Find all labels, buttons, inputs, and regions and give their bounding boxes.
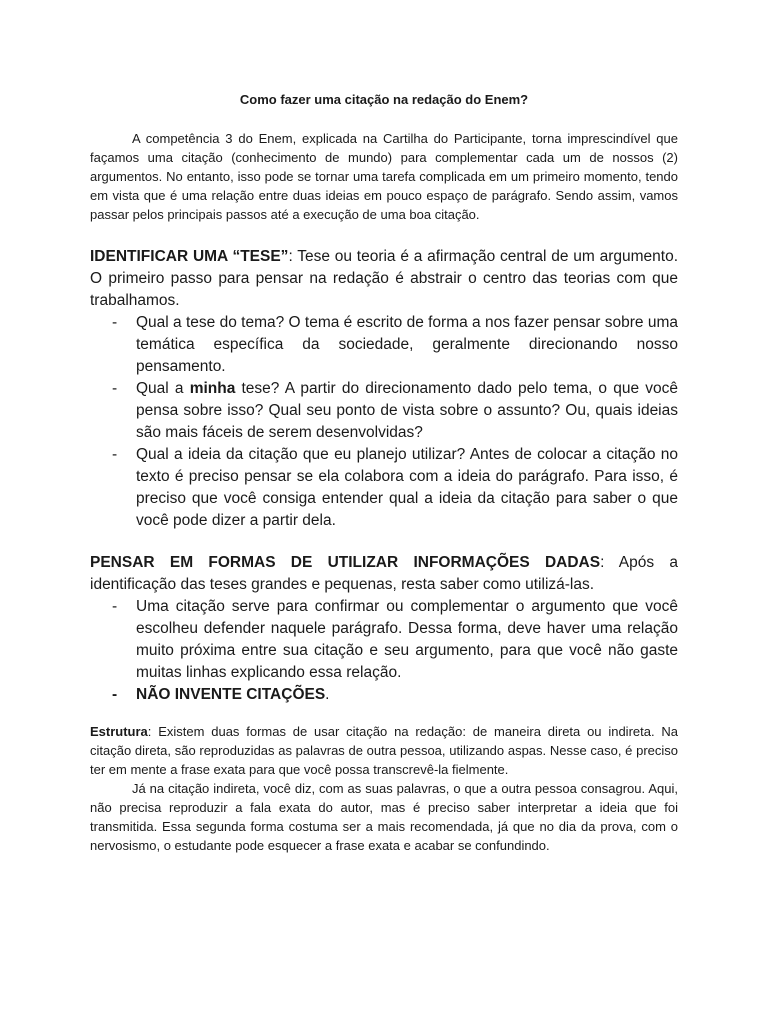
dash-bullet: -	[112, 380, 118, 397]
list-item	[90, 378, 678, 444]
list-item-emphasis: NÃO INVENTE CITAÇÕES	[136, 686, 326, 703]
section-identificar-list	[90, 312, 678, 532]
estrutura-paragraph	[90, 722, 678, 779]
dash-bullet: -	[112, 446, 118, 463]
estrutura-block	[90, 722, 678, 855]
list-item	[90, 596, 678, 684]
list-item	[90, 444, 678, 532]
list-item-text: Qual a	[136, 380, 190, 397]
estrutura-text: : Existem duas formas de usar citação na redação: de maneira direta ou indireta. Na citação direta, são reproduzidas as palavras de outra pessoa, utilizando aspas. Nesse caso, é preciso ter em mente a frase exata para que você possa transcrevê-la fielmente.	[90, 724, 678, 777]
estrutura-label: Estrutura	[90, 724, 148, 739]
section-pensar-text: : Após a identificação das teses grandes e pequenas, resta saber como utilizá-las.	[90, 554, 679, 593]
list-item	[90, 312, 678, 378]
dash-bullet: -	[112, 598, 118, 615]
section-pensar	[90, 552, 678, 596]
dash-bullet: -	[112, 314, 118, 331]
section-identificar-heading: IDENTIFICAR UMA “TESE”	[90, 248, 289, 265]
dash-bullet: -	[112, 686, 118, 703]
intro-paragraph: A competência 3 do Enem, explicada na Cartilha do Participante, torna imprescindível que façamos uma citação (conhecimento de mundo) para complementar cada um de nossos (2) argumentos. No entanto, isso pode se tornar uma tarefa complicada em um primeiro momento, tendo em vista que é uma relação entre duas ideias em pouco espaço de parágrafo. Sendo assim, vamos passar pelos principais passos até a execução de uma boa citação.	[90, 131, 678, 222]
list-item-text: tese? A partir do direcionamento dado pelo tema, o que você pensa sobre isso? Qual seu ponto de vista sobre o assunto? Ou, quais ideias são mais fáceis de serem desenvolvidas?	[136, 380, 678, 441]
section-pensar-heading: PENSAR EM FORMAS DE UTILIZAR INFORMAÇÕES DADAS	[90, 554, 601, 571]
estrutura-paragraph-2: Já na citação indireta, você diz, com as suas palavras, o que a outra pessoa consagrou. Aqui, não precisa reproduzir a fala exata do autor, mas é preciso saber interpretar a ideia que foi transmitida. Essa segunda forma costuma ser a mais recomendada, já que no dia da prova, com o nervosismo, o estudante pode esquecer a frase exata e acabar se confundindo.	[90, 781, 678, 853]
list-item-text: Uma citação serve para confirmar ou complementar o argumento que você escolheu defender naquele parágrafo. Dessa forma, deve haver uma relação muito próxima entre sua citação e seu argumento, para que você não gaste muitas linhas explicando essa relação.	[136, 598, 678, 681]
list-item-text: .	[325, 686, 330, 703]
list-item-emphasis: minha	[189, 380, 236, 397]
list-item-text: Qual a ideia da citação que eu planejo utilizar? Antes de colocar a citação no texto é preciso pensar se ela colabora com a ideia do parágrafo. Para isso, é preciso que você consiga entender qual a ideia da citação para saber o que você pode dizer a partir dela.	[136, 446, 678, 529]
section-pensar-list	[90, 596, 678, 706]
list-item-text: Qual a tese do tema? O tema é escrito de forma a nos fazer pensar sobre uma temática específica da sociedade, geralmente direcionando nosso pensamento.	[136, 314, 678, 375]
section-identificar-text: : Tese ou teoria é a afirmação central de um argumento. O primeiro passo para pensar na redação é abstrair o centro das teorias com que trabalhamos.	[90, 248, 679, 309]
section-identificar	[90, 246, 678, 312]
list-item	[90, 684, 678, 706]
document-title: Como fazer uma citação na redação do Enem?	[239, 92, 529, 107]
